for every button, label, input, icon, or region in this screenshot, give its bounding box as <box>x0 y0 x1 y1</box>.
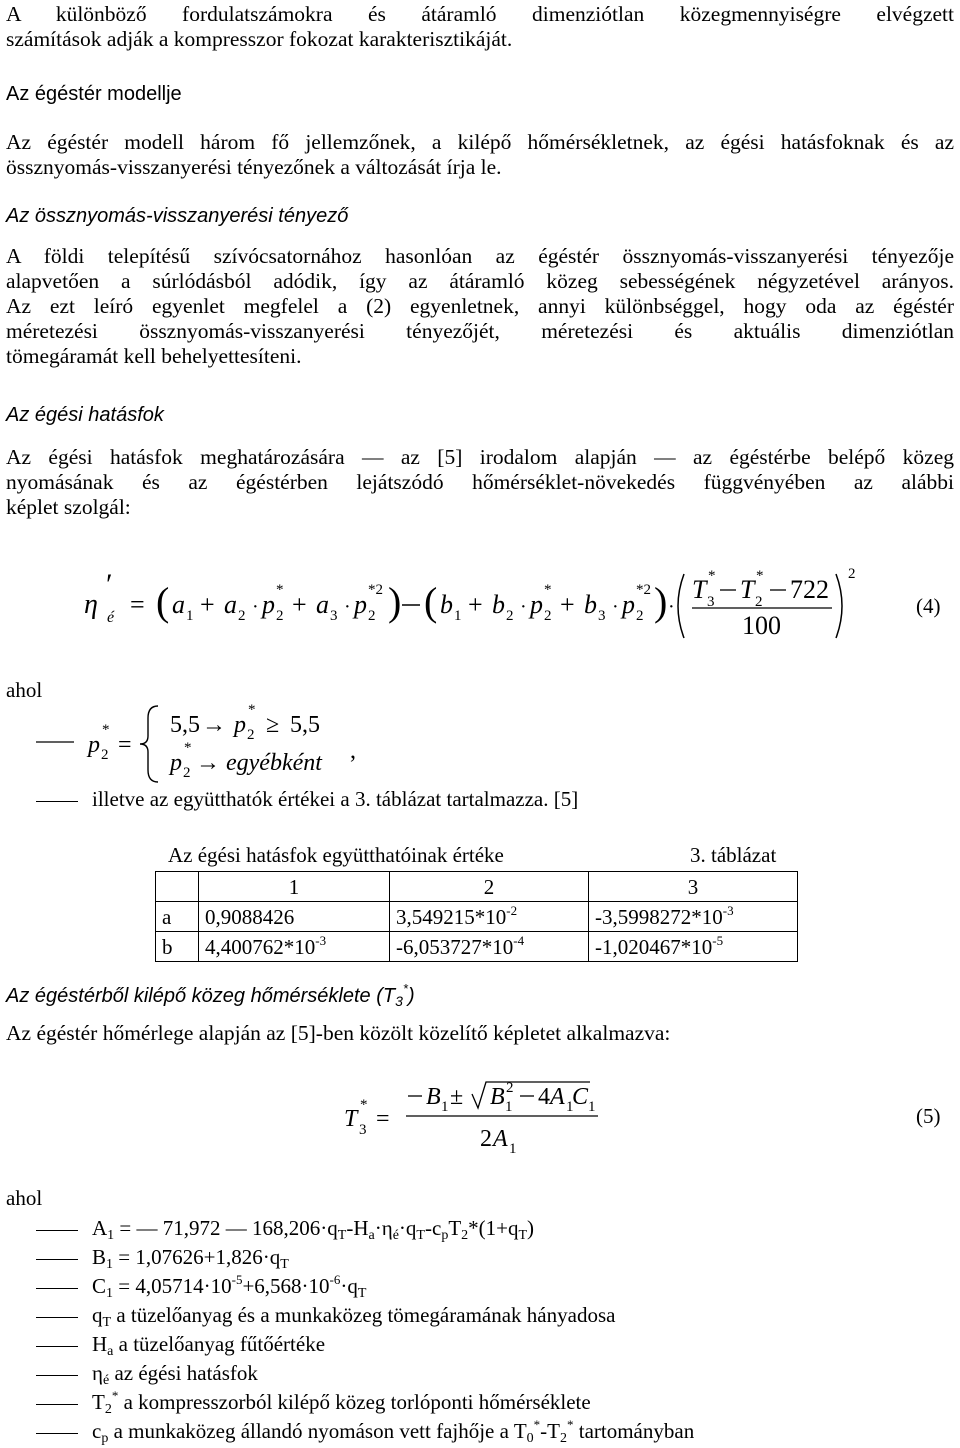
definition-C1: $C_1 = 4,05714\cdot 10^{-5}+6,568\cdot 10^{-6}\cdot q_T$ <box>36 1273 366 1299</box>
svg-text:η: η <box>84 589 98 620</box>
svg-text:3: 3 <box>707 594 715 610</box>
svg-text:2: 2 <box>368 608 376 624</box>
svg-text:3: 3 <box>330 608 338 624</box>
temperature-paragraph <box>6 1021 954 1046</box>
svg-text:·: · <box>668 596 675 618</box>
table-header-cell: 1 <box>199 872 390 902</box>
efficiency-line-1: Az égési hatásfok meghatározására — az [5] irodalom alapján — az égéstérbe belépő közeg <box>6 445 954 469</box>
title-subscript: 3 <box>395 993 403 1009</box>
svg-text:b: b <box>440 590 453 619</box>
svg-text:1: 1 <box>588 1099 596 1115</box>
svg-text:+: + <box>200 590 215 619</box>
note-text: illetve az együtthatók értékei a 3. táblázat tartalmazza. [5] <box>92 787 579 811</box>
pressure-line-1: A földi telepítésű szívócsatornához hasonlóan az égéstér össznyomás-visszanyerési tényezője <box>6 244 954 268</box>
svg-text:2: 2 <box>848 566 856 582</box>
exponent: -5 <box>712 932 724 948</box>
svg-text:2: 2 <box>544 608 552 624</box>
svg-text:·: · <box>612 596 619 618</box>
table-corner-cell <box>156 872 199 902</box>
title-end: ) <box>407 985 415 1007</box>
section-title-temperature <box>6 981 415 1009</box>
table-cell <box>589 932 798 962</box>
table-row <box>156 902 798 932</box>
table-cell <box>589 902 798 932</box>
case1-cond: 5,5 <box>290 712 320 738</box>
svg-text:2: 2 <box>276 608 284 624</box>
eq4-denominator: 100 <box>742 611 781 640</box>
svg-text:≥: ≥ <box>266 712 280 738</box>
table-cell <box>199 932 390 962</box>
svg-text:4: 4 <box>538 1084 550 1110</box>
pressure-line-4: méretezési össznyomás-visszanyerési tényezőjét, méretezési és aktuális dimenziótlan <box>6 319 954 343</box>
table-row-label: a <box>156 902 199 932</box>
svg-text:2: 2 <box>247 727 255 743</box>
definition-qT: $q_T$ a tüzelőanyag és a munkaközeg tömegáramának hányadosa <box>36 1302 615 1328</box>
section-title-model: Az égéstér modellje <box>6 83 182 105</box>
table-cell <box>390 902 589 932</box>
svg-text:(: ( <box>156 579 170 624</box>
mantissa: -1,020467*10 <box>595 934 713 959</box>
svg-text:2: 2 <box>755 594 763 610</box>
where-label-1: ahol <box>6 678 43 702</box>
equation-5-svg <box>340 1078 640 1158</box>
svg-text:C: C <box>572 1084 589 1110</box>
temperature-line-1: Az égéstér hőmérlege alapján az [5]-ben közölt közelítő képletet alkalmazva: <box>6 1021 671 1045</box>
svg-text:(: ( <box>424 579 438 624</box>
svg-text:2: 2 <box>238 608 246 624</box>
mantissa: -3,5998272*10 <box>595 904 723 929</box>
svg-text:): ) <box>388 579 402 624</box>
svg-text:1: 1 <box>566 1099 574 1115</box>
svg-text:→: → <box>202 712 226 738</box>
bullet-dash <box>36 801 78 802</box>
efficiency-line-2: nyomásának és az égéstérben lejátszódó hőmérséklet-növekedés függvényében az alábbi <box>6 470 954 494</box>
model-line-2: össznyomás-visszanyerési tényezőnek a változását írja le. <box>6 155 502 179</box>
exponent: -4 <box>513 932 525 948</box>
definition-eta: $\eta_é$ az égési hatásfok <box>36 1360 258 1386</box>
svg-text:): ) <box>654 579 668 624</box>
svg-text:′: ′ <box>106 568 113 601</box>
svg-text:2: 2 <box>506 608 514 624</box>
intro-line-2: számítások adják a kompresszor fokozat karakterisztikáját. <box>6 27 513 51</box>
svg-text:*2: *2 <box>636 582 651 598</box>
table-row <box>156 932 798 962</box>
svg-text:A: A <box>493 1126 508 1152</box>
svg-text:=: = <box>376 1106 390 1132</box>
case2-cond: egyébként <box>226 750 322 776</box>
svg-text:=: = <box>130 590 145 619</box>
definition-A1: $A_1$ = — 71,972 — $168,206\cdot q_T-H_a\cdot\eta_é\cdot q_T-c_pT_2*(1+q_T)$ <box>36 1215 534 1241</box>
svg-text:1: 1 <box>509 1141 517 1157</box>
svg-text:*: * <box>544 582 552 598</box>
svg-text:2: 2 <box>480 1126 492 1152</box>
intro-line-1: A különböző fordulatszámokra és átáramló dimenziótlan közegmennyiségre elvégzett <box>6 2 954 26</box>
efficiency-paragraph <box>6 445 954 520</box>
case1-value: 5,5 <box>170 712 200 738</box>
svg-text:b: b <box>492 590 505 619</box>
svg-text:+: + <box>560 590 575 619</box>
equation-4-number: (4) <box>916 594 941 618</box>
svg-text:*: * <box>102 722 110 738</box>
svg-text:1: 1 <box>186 608 194 624</box>
exponent: -3 <box>315 932 327 948</box>
svg-text:,: , <box>350 738 356 764</box>
equation-4-svg <box>80 558 880 648</box>
svg-text:p: p <box>354 590 367 619</box>
equation-4 <box>80 558 880 648</box>
svg-text:±: ± <box>450 1084 464 1110</box>
svg-text:2: 2 <box>636 608 644 624</box>
svg-text:p: p <box>88 732 100 758</box>
svg-text:p: p <box>170 750 182 776</box>
mantissa: 3,549215*10 <box>396 904 507 929</box>
svg-text:*: * <box>276 582 284 598</box>
efficiency-line-3: képlet szolgál: <box>6 495 131 519</box>
svg-text:1: 1 <box>441 1099 449 1115</box>
svg-text:*2: *2 <box>368 582 383 598</box>
svg-text:p: p <box>234 712 246 738</box>
model-paragraph <box>6 130 954 180</box>
exponent: -3 <box>722 902 734 918</box>
table-cell: 0,9088426 <box>199 902 390 932</box>
where-label-2: ahol <box>6 1186 43 1210</box>
svg-text:→: → <box>196 750 220 776</box>
svg-text:A: A <box>550 1084 565 1110</box>
svg-text:2: 2 <box>506 1080 514 1096</box>
section-title-efficiency: Az égési hatásfok <box>6 404 164 426</box>
bullet-dash <box>36 1346 78 1347</box>
svg-text:a: a <box>224 590 237 619</box>
mantissa: -6,053727*10 <box>396 934 514 959</box>
table-header-cell: 2 <box>390 872 589 902</box>
svg-text:+: + <box>292 590 307 619</box>
equation-5 <box>340 1078 640 1158</box>
svg-text:b: b <box>584 590 597 619</box>
title-superscript: * <box>402 981 408 996</box>
bullet-dash <box>36 1259 78 1260</box>
svg-text:p: p <box>262 590 275 619</box>
bullet-dash <box>36 1317 78 1318</box>
table-cell <box>390 932 589 962</box>
svg-text:B: B <box>426 1084 441 1110</box>
svg-text:·: · <box>252 596 259 618</box>
svg-text:*: * <box>184 740 192 756</box>
definition-T2: $T_2^*$ a kompresszorból kilépő közeg torlóponti hőmérséklete <box>36 1389 591 1415</box>
svg-text:1: 1 <box>505 1099 513 1115</box>
model-line-1: Az égéstér modell három fő jellemzőnek, a kilépő hőmérsékletnek, az égési hatásfoknak és az <box>6 130 954 154</box>
svg-text:*: * <box>360 1097 368 1113</box>
svg-text:T: T <box>692 575 707 604</box>
svg-text:*: * <box>248 702 256 718</box>
section-title-pressure: Az össznyomás-visszanyerési tényező <box>6 205 349 227</box>
eq4-constant: 722 <box>790 575 829 604</box>
svg-text:*: * <box>708 568 716 584</box>
svg-text:1: 1 <box>454 608 462 624</box>
table-header-cell: 3 <box>589 872 798 902</box>
svg-text:=: = <box>118 732 132 758</box>
bullet-dash <box>36 1433 78 1434</box>
svg-text:T: T <box>740 575 755 604</box>
table-row-label: b <box>156 932 199 962</box>
pressure-line-5: tömegáramát kell behelyettesíteni. <box>6 344 302 368</box>
pressure-line-3: Az ezt leíró egyenlet megfelel a (2) egyenletnek, annyi különbséggel, hogy oda az égéstér <box>6 294 954 318</box>
bullet-dash <box>36 1230 78 1231</box>
svg-text:p: p <box>530 590 543 619</box>
svg-text:3: 3 <box>359 1122 367 1138</box>
svg-text:T: T <box>344 1106 358 1132</box>
svg-text:p: p <box>622 590 635 619</box>
pressure-paragraph <box>6 244 954 369</box>
definition-Ha: $H_a$ a tüzelőanyag fűtőértéke <box>36 1331 325 1357</box>
svg-text:*: * <box>756 568 764 584</box>
intro-paragraph <box>6 2 954 52</box>
svg-text:·: · <box>520 596 527 618</box>
bullet-dash <box>36 1288 78 1289</box>
definition-cp: $c_p$ a munkaközeg állandó nyomáson vett fajhője a $T_0^*-T_2^*$ tartományban <box>36 1418 694 1444</box>
table-header-row <box>156 872 798 902</box>
equation-5-number: (5) <box>916 1104 941 1128</box>
svg-text:2: 2 <box>183 765 191 781</box>
table-label: 3. táblázat <box>690 843 777 867</box>
mantissa: 4,400762*10 <box>205 934 316 959</box>
bullet-dash <box>36 1375 78 1376</box>
title-text: Az égéstérből kilépő közeg hőmérséklete (T <box>6 985 396 1007</box>
coefficient-table <box>155 871 798 962</box>
svg-text:a: a <box>316 590 329 619</box>
table-caption: Az égési hatásfok együtthatóinak értéke <box>168 843 504 867</box>
svg-text:+: + <box>468 590 483 619</box>
svg-text:·: · <box>344 596 351 618</box>
svg-text:2: 2 <box>101 747 109 763</box>
bullet-dash <box>36 1404 78 1405</box>
exponent: -2 <box>506 902 518 918</box>
definition-B1: $B_1 = 1,07626+1,826\cdot q_T$ <box>36 1244 289 1270</box>
p2-definition-svg <box>30 700 430 786</box>
pressure-line-2: alapvetően a súrlódásból adódik, így az átáramló közeg sebességének négyzetével arányos. <box>6 269 954 293</box>
table-reference-note <box>36 786 578 812</box>
svg-text:a: a <box>172 590 185 619</box>
svg-text:3: 3 <box>598 608 606 624</box>
svg-text:é: é <box>107 609 115 626</box>
svg-text:B: B <box>490 1084 505 1110</box>
p2-definition <box>30 700 430 786</box>
